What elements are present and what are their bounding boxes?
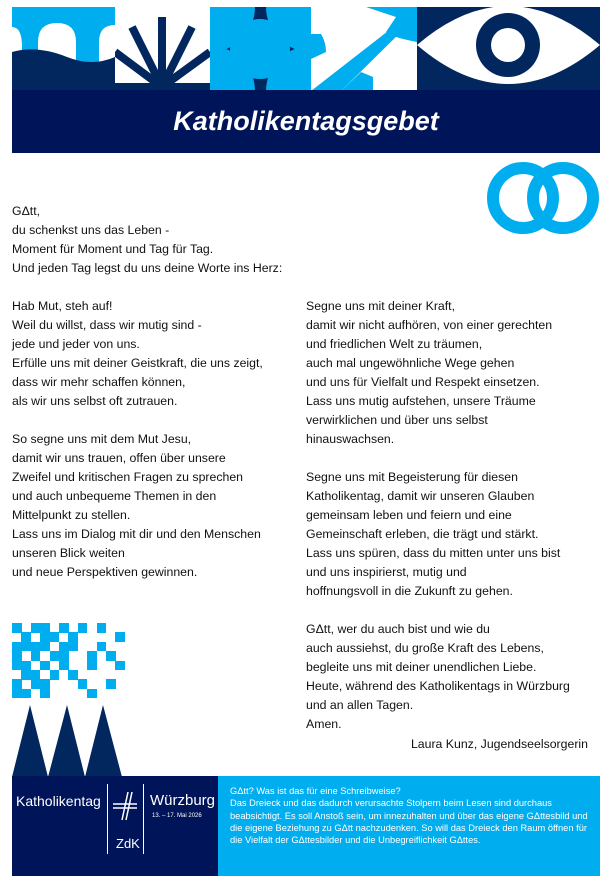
prayer-paragraph: Segne uns mit deiner Kraft, damit wir nicht aufhören, von einer gerechten und friedlichen Welt zu träumen, auch mal ungewöhnliche Wege gehen und uns für Vielfalt und Respekt einsetzen. Lass uns mutig aufstehen, unsere Träume verwirklichen und über uns selbst hinauswachsen. bbox=[306, 299, 553, 446]
pattern-square bbox=[59, 642, 69, 652]
pattern-square bbox=[59, 623, 69, 633]
pattern-square bbox=[59, 661, 69, 671]
logo-city: Würzburg bbox=[150, 792, 216, 809]
pattern-square bbox=[40, 661, 50, 671]
pattern-square bbox=[40, 689, 50, 699]
prayer-right-column bbox=[306, 297, 601, 753]
author: Laura Kunz, Jugendseelsorgerin bbox=[410, 737, 588, 751]
pattern-square bbox=[59, 651, 69, 661]
pattern-square bbox=[68, 670, 78, 680]
cross-logo-icon bbox=[112, 790, 138, 822]
eye-tile bbox=[417, 7, 600, 91]
info-heading: GΔtt? Was ist das für eine Schreibweise? bbox=[230, 786, 401, 796]
pattern-square bbox=[12, 651, 22, 661]
pattern-square bbox=[115, 632, 125, 642]
pattern-square bbox=[40, 623, 50, 633]
pattern-square bbox=[50, 651, 60, 661]
prayer-left-column bbox=[12, 202, 302, 601]
pattern-square bbox=[68, 632, 78, 642]
pattern-square bbox=[21, 632, 31, 642]
pattern-square bbox=[12, 679, 22, 689]
pattern-square bbox=[115, 661, 125, 671]
logo-dates: 13. – 17. Mai 2026 bbox=[152, 813, 202, 819]
prayer-paragraph: GΔtt, du schenkst uns das Leben - Moment für Moment und Tag für Tag. Und jeden Tag legst du uns deine Worte ins Herz: bbox=[12, 204, 283, 275]
pattern-square bbox=[21, 670, 31, 680]
pattern-square bbox=[31, 651, 41, 661]
pattern-square bbox=[31, 670, 41, 680]
katholikentag-logo bbox=[12, 776, 218, 876]
pattern-square bbox=[21, 661, 31, 671]
pattern-square bbox=[21, 689, 31, 699]
page-title: Katholikentagsgebet bbox=[173, 106, 439, 136]
rings-icon bbox=[486, 158, 600, 238]
pattern-square bbox=[106, 679, 116, 689]
title-band bbox=[12, 90, 600, 153]
pattern-square bbox=[31, 679, 41, 689]
circle-pattern-tile bbox=[210, 7, 311, 91]
logo-name: Katholikentag bbox=[16, 793, 101, 809]
pattern-square bbox=[12, 623, 22, 633]
arrow-tile bbox=[311, 7, 417, 91]
pattern-square bbox=[97, 642, 107, 652]
pattern-square bbox=[12, 661, 22, 671]
prayer-paragraph: So segne uns mit dem Mut Jesu, damit wir uns trauen, offen über unsere Zweifel und kritischen Fragen zu sprechen und auch unbequeme Themen in den Mittelpunkt zu stellen. Lass uns im Dialog mit dir und den Menschen unseren Blick weiten und neue Perspektiven gewinnen. bbox=[12, 432, 261, 579]
info-box bbox=[218, 776, 600, 876]
pattern-square bbox=[12, 642, 22, 652]
pattern-square bbox=[97, 623, 107, 633]
info-text: Das Dreieck und das dadurch verursachte Stolpern beim Lesen sind durchaus beabsichtigt. Es soll Anstoß sein, um innezuhalten und über das eigene GΔttesbild und die eigene Beziehung zu GΔtt nachzudenken. So will das Dreieck den Raum öffnen für die Vielfalt der GΔttesbilder und die Unbegreiflichkeit GΔttes. bbox=[230, 798, 588, 846]
pattern-square bbox=[50, 632, 60, 642]
pattern-square bbox=[87, 651, 97, 661]
pattern-square bbox=[40, 642, 50, 652]
mountains-decoration bbox=[12, 702, 122, 777]
prayer-paragraph: Segne uns mit Begeisterung für diesen Katholikentag, damit wir unseren Glauben gemeinsam leben und feiern und eine Gemeinschaft erleben, die trägt und stärkt. Lass uns spüren, dass du mitten unter uns bist und uns inspirierst, mutig und hoffnungsvoll in die Zukunft zu gehen. bbox=[306, 470, 561, 598]
pattern-square bbox=[50, 670, 60, 680]
prayer-paragraph: Hab Mut, steh auf! Weil du willst, dass wir mutig sind - jede und jeder von uns. Erfülle uns mit deiner Geistkraft, die uns zeigt, dass wir mehr schaffen können, als wir uns selbst oft zutrauen. bbox=[12, 299, 263, 408]
prayer-paragraph: GΔtt, wer du auch bist und wie du auch aussiehst, du große Kraft des Lebens, begleite uns mit deiner unendlichen Liebe. Heute, während des Katholikentags in Würzburg und an allen Tagen. Amen. bbox=[306, 622, 570, 731]
pattern-square bbox=[106, 651, 116, 661]
pattern-square bbox=[78, 623, 88, 633]
pattern-square bbox=[87, 661, 97, 671]
pattern-square bbox=[78, 679, 88, 689]
pattern-square bbox=[31, 623, 41, 633]
pattern-square bbox=[87, 689, 97, 699]
pattern-square bbox=[21, 642, 31, 652]
pattern-square bbox=[12, 689, 22, 699]
pattern-square bbox=[68, 642, 78, 652]
pattern-square bbox=[31, 642, 41, 652]
zdk-logo: ZdK bbox=[116, 836, 140, 851]
arch-wave-tile bbox=[12, 7, 115, 91]
sunrays-tile bbox=[115, 7, 210, 91]
pattern-square bbox=[40, 679, 50, 689]
pattern-square bbox=[40, 632, 50, 642]
